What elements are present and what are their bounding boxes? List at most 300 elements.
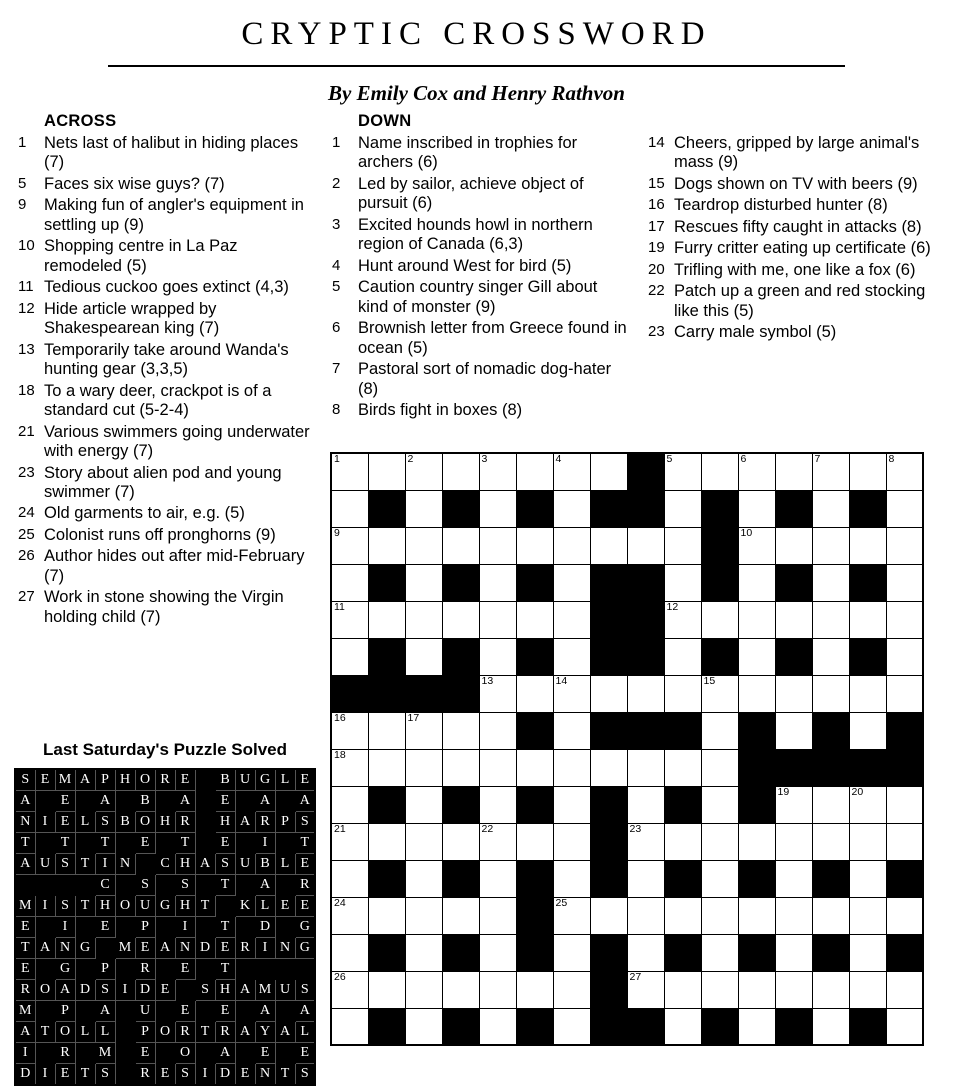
grid-cell[interactable] [775,601,812,638]
grid-cell[interactable] [627,823,664,860]
grid-cell[interactable] [479,823,516,860]
solved-block-cell [155,917,175,938]
grid-cell[interactable] [849,527,886,564]
grid-cell[interactable] [627,749,664,786]
grid-cell[interactable] [553,453,590,490]
clue-item[interactable] [18,278,318,297]
solved-block-cell [235,875,255,896]
grid-cell[interactable] [331,749,368,786]
solved-letter-cell: I [95,854,115,875]
grid-cell[interactable] [405,527,442,564]
solved-letter-cell: H [175,854,195,875]
grid-cell[interactable] [812,823,849,860]
solved-letter-cell: D [135,980,155,1001]
grid-cell-number: 22 [481,822,494,835]
grid-cell-number: 11 [334,600,345,613]
grid-cell[interactable] [442,601,479,638]
solved-block-cell [35,959,55,980]
solved-letter-cell: M [15,896,35,917]
grid-block-cell [590,712,627,749]
grid-cell[interactable] [738,675,775,712]
grid-cell[interactable] [775,712,812,749]
grid-cell[interactable] [405,1008,442,1045]
clue-item[interactable] [18,134,318,173]
grid-cell[interactable] [368,749,405,786]
solved-letter-cell: S [295,812,315,833]
grid-cell[interactable] [627,934,664,971]
grid-cell[interactable] [405,971,442,1008]
solved-letter-cell: A [295,791,315,812]
grid-cell[interactable] [553,490,590,527]
clue-text: Shopping centre in La Paz remodeled (5) [44,237,238,275]
grid-cell[interactable] [442,749,479,786]
grid-cell[interactable] [331,453,368,490]
grid-cell[interactable] [479,490,516,527]
clue-item[interactable] [18,423,318,462]
grid-cell[interactable] [812,897,849,934]
grid-cell[interactable] [405,453,442,490]
grid-cell[interactable] [331,638,368,675]
clue-item[interactable] [648,218,944,237]
grid-cell[interactable] [775,527,812,564]
grid-cell[interactable] [405,786,442,823]
grid-cell[interactable] [368,712,405,749]
grid-cell[interactable] [368,601,405,638]
clue-item[interactable] [648,239,944,258]
grid-cell[interactable] [849,601,886,638]
grid-cell[interactable] [479,527,516,564]
grid-cell[interactable] [701,453,738,490]
grid-cell[interactable] [405,897,442,934]
clue-number: 25 [18,525,35,543]
grid-cell[interactable] [516,527,553,564]
grid-cell-number: 13 [481,674,494,687]
grid-cell[interactable] [331,564,368,601]
grid-cell[interactable] [664,638,701,675]
grid-cell[interactable] [812,1008,849,1045]
across-heading: ACROSS [44,112,117,130]
grid-cell[interactable] [479,453,516,490]
grid-cell-number: 5 [666,453,673,465]
clue-number: 12 [18,299,35,317]
grid-cell[interactable] [849,934,886,971]
grid-cell[interactable] [886,675,923,712]
grid-cell[interactable] [738,897,775,934]
clue-text: Furry critter eating up certificate (6) [674,239,931,258]
grid-cell[interactable] [738,971,775,1008]
grid-cell[interactable] [331,971,368,1008]
grid-cell[interactable] [812,638,849,675]
solved-letter-cell: E [55,1064,75,1086]
grid-cell[interactable] [442,971,479,1008]
grid-cell[interactable] [775,786,812,823]
grid-cell[interactable] [664,675,701,712]
grid-cell[interactable] [701,675,738,712]
clue-item[interactable] [648,175,944,194]
solved-letter-cell: U [275,980,295,1001]
grid-cell[interactable] [775,453,812,490]
clue-item[interactable] [18,341,318,380]
grid-cell[interactable] [627,527,664,564]
clue-item[interactable] [18,300,318,339]
solved-letter-cell: L [295,1022,315,1043]
grid-cell[interactable] [405,749,442,786]
grid-cell[interactable] [701,712,738,749]
grid-cell[interactable] [479,675,516,712]
grid-cell[interactable] [405,601,442,638]
grid-cell[interactable] [553,971,590,1008]
grid-row [331,490,923,527]
clue-number: 14 [648,134,665,151]
grid-cell[interactable] [553,786,590,823]
grid-cell[interactable] [479,601,516,638]
solved-letter-cell: E [155,980,175,1001]
grid-cell[interactable] [553,823,590,860]
grid-cell[interactable] [479,749,516,786]
clue-number: 11 [18,278,34,296]
grid-cell[interactable] [664,527,701,564]
grid-cell[interactable] [331,527,368,564]
grid-cell[interactable] [331,934,368,971]
grid-cell[interactable] [775,971,812,1008]
grid-cell[interactable] [553,564,590,601]
solved-block-cell [155,875,175,896]
grid-cell[interactable] [479,786,516,823]
grid-cell[interactable] [442,712,479,749]
grid-cell[interactable] [849,675,886,712]
grid-cell[interactable] [627,897,664,934]
solved-letter-cell: Y [255,1022,275,1043]
grid-cell[interactable] [479,712,516,749]
grid-cell[interactable] [368,897,405,934]
clue-item[interactable] [18,588,318,627]
grid-cell[interactable] [664,1008,701,1045]
grid-cell[interactable] [479,934,516,971]
grid-cell[interactable] [812,601,849,638]
grid-cell[interactable] [553,601,590,638]
grid-cell[interactable] [886,971,923,1008]
grid-cell[interactable] [664,564,701,601]
clue-item[interactable] [18,504,318,523]
solved-block-cell [15,875,35,896]
last-puzzle-solved [14,740,316,1086]
grid-cell[interactable] [812,564,849,601]
grid-cell[interactable] [701,934,738,971]
grid-cell[interactable] [738,527,775,564]
grid-cell[interactable] [368,453,405,490]
grid-cell[interactable] [886,527,923,564]
grid-cell[interactable] [331,601,368,638]
grid-cell[interactable] [775,860,812,897]
grid-cell[interactable] [442,823,479,860]
solved-block-cell [195,1001,215,1022]
grid-block-cell [627,601,664,638]
solved-block-cell [255,959,275,980]
grid-cell[interactable] [627,860,664,897]
grid-cell[interactable] [738,823,775,860]
grid-cell[interactable] [479,638,516,675]
grid-cell[interactable] [849,712,886,749]
grid-cell[interactable] [553,860,590,897]
page-title: CRYPTIC CROSSWORD [241,16,712,52]
grid-cell[interactable] [775,675,812,712]
grid-block-cell [886,860,923,897]
clue-item[interactable] [18,237,318,276]
grid-cell[interactable] [849,823,886,860]
clue-item[interactable] [18,464,318,503]
grid-cell[interactable] [553,897,590,934]
grid-cell[interactable] [775,823,812,860]
clue-item[interactable] [332,216,632,255]
clue-item[interactable] [18,175,318,194]
solved-block-cell [115,1022,135,1043]
solved-letter-cell: N [255,1064,275,1086]
grid-cell[interactable] [553,527,590,564]
grid-cell[interactable] [405,638,442,675]
clue-item[interactable] [332,175,632,214]
grid-cell-number: 26 [334,970,346,983]
grid-cell[interactable] [738,564,775,601]
grid-cell[interactable] [553,749,590,786]
solved-row [15,1022,315,1043]
grid-cell[interactable] [812,786,849,823]
grid-cell[interactable] [331,786,368,823]
solved-block-cell [155,791,175,812]
grid-cell[interactable] [738,601,775,638]
grid-cell[interactable] [738,638,775,675]
solved-block-cell [115,959,135,980]
grid-cell[interactable] [738,1008,775,1045]
grid-cell[interactable] [738,453,775,490]
grid-cell[interactable] [405,712,442,749]
grid-cell[interactable] [664,823,701,860]
grid-cell[interactable] [479,1008,516,1045]
solved-letter-cell: O [55,1022,75,1043]
solved-block-cell [75,833,95,854]
grid-cell[interactable] [812,490,849,527]
grid-cell[interactable] [775,934,812,971]
grid-block-cell [812,934,849,971]
solved-letter-cell: I [55,917,75,938]
solved-block-cell [75,1001,95,1022]
grid-block-cell [442,564,479,601]
grid-cell[interactable] [849,453,886,490]
grid-cell[interactable] [701,897,738,934]
grid-cell[interactable] [664,601,701,638]
solved-letter-cell: G [55,959,75,980]
grid-block-cell [590,638,627,675]
grid-cell[interactable] [553,675,590,712]
clue-item[interactable] [648,261,944,280]
grid-cell[interactable] [664,453,701,490]
grid-cell[interactable] [479,897,516,934]
clue-item[interactable] [648,134,944,173]
solved-letter-cell: M [255,980,275,1001]
grid-cell[interactable] [664,971,701,1008]
grid-cell[interactable] [442,453,479,490]
grid-cell[interactable] [701,823,738,860]
grid-cell[interactable] [516,971,553,1008]
grid-cell[interactable] [775,897,812,934]
solved-letter-cell: A [255,791,275,812]
grid-block-cell [331,675,368,712]
clue-item[interactable] [18,526,318,545]
clue-item[interactable] [18,547,318,586]
clue-item[interactable] [332,319,632,358]
grid-block-cell [701,564,738,601]
grid-cell[interactable] [590,675,627,712]
grid-cell[interactable] [516,453,553,490]
solved-row [15,1001,315,1022]
clue-item[interactable] [648,323,944,342]
grid-cell[interactable] [479,971,516,1008]
solved-letter-cell: T [55,833,75,854]
grid-cell[interactable] [812,527,849,564]
grid-cell[interactable] [886,638,923,675]
solved-letter-cell: R [175,1022,195,1043]
crossword-grid[interactable] [330,452,924,1046]
grid-cell[interactable] [849,971,886,1008]
clue-item[interactable] [648,282,944,321]
solved-letter-cell: A [255,875,275,896]
grid-cell[interactable] [590,453,627,490]
grid-cell[interactable] [664,749,701,786]
clue-item[interactable] [18,382,318,421]
solved-block-cell [115,917,135,938]
clue-text: Hide article wrapped by Shakespearean king (7) [44,299,220,338]
clue-number: 5 [332,278,341,296]
grid-cell[interactable] [886,823,923,860]
grid-cell[interactable] [553,934,590,971]
clue-text: Led by sailor, achieve object of pursuit (6) [358,174,584,213]
solved-letter-cell: I [35,1064,55,1086]
grid-cell[interactable] [886,453,923,490]
grid-cell[interactable] [331,712,368,749]
grid-cell[interactable] [812,675,849,712]
grid-cell[interactable] [701,786,738,823]
clue-item[interactable] [332,134,632,173]
clue-text: Nets last of halibut in hiding places (7) [44,134,299,172]
grid-cell[interactable] [516,675,553,712]
grid-cell[interactable] [331,490,368,527]
clue-text: Old garments to air, e.g. (5) [44,504,245,523]
solved-block-cell [235,959,255,980]
grid-cell[interactable] [516,601,553,638]
grid-cell[interactable] [405,564,442,601]
clue-number: 21 [18,422,35,440]
grid-cell[interactable] [331,823,368,860]
grid-cell[interactable] [886,1008,923,1045]
grid-cell[interactable] [849,897,886,934]
clue-item[interactable] [18,196,318,235]
grid-cell[interactable] [368,971,405,1008]
grid-cell[interactable] [405,490,442,527]
grid-cell[interactable] [886,564,923,601]
across-column [18,112,318,629]
grid-cell[interactable] [886,490,923,527]
solved-letter-cell: A [15,1022,35,1043]
grid-cell[interactable] [738,490,775,527]
solved-letter-cell: S [55,854,75,875]
grid-cell[interactable] [553,1008,590,1045]
grid-cell[interactable] [405,823,442,860]
grid-block-cell [516,897,553,934]
grid-cell[interactable] [701,860,738,897]
grid-cell[interactable] [849,860,886,897]
grid-cell[interactable] [405,860,442,897]
grid-cell[interactable] [479,564,516,601]
clue-item[interactable] [332,278,632,317]
solved-letter-cell: A [215,1043,235,1064]
solved-letter-cell: A [95,1001,115,1022]
grid-cell[interactable] [442,897,479,934]
grid-cell[interactable] [886,897,923,934]
solved-block-cell [115,791,135,812]
grid-cell[interactable] [664,897,701,934]
grid-cell[interactable] [516,749,553,786]
grid-cell[interactable] [331,1008,368,1045]
clue-item[interactable] [648,196,944,215]
grid-cell[interactable] [701,601,738,638]
grid-cell[interactable] [886,786,923,823]
grid-block-cell [516,786,553,823]
solved-letter-cell: N [15,812,35,833]
solved-letter-cell: N [115,854,135,875]
grid-cell[interactable] [812,453,849,490]
grid-cell[interactable] [368,527,405,564]
clue-item[interactable] [332,257,632,276]
grid-cell[interactable] [590,897,627,934]
solved-letter-cell: H [215,980,235,1001]
grid-cell[interactable] [701,749,738,786]
clue-item[interactable] [332,401,632,420]
clue-item[interactable] [332,360,632,399]
grid-cell[interactable] [331,897,368,934]
grid-cell[interactable] [331,860,368,897]
grid-cell[interactable] [590,749,627,786]
grid-cell[interactable] [553,638,590,675]
grid-cell[interactable] [701,971,738,1008]
grid-cell[interactable] [627,786,664,823]
clue-number: 24 [18,504,35,522]
solved-letter-cell: O [115,896,135,917]
grid-cell[interactable] [664,490,701,527]
clue-number: 9 [18,196,27,214]
clue-text: Colonist runs off pronghorns (9) [44,525,276,544]
grid-cell[interactable] [516,823,553,860]
grid-cell[interactable] [553,712,590,749]
grid-block-cell [590,971,627,1008]
grid-cell[interactable] [442,527,479,564]
solved-letter-cell: U [135,1001,155,1022]
solved-block-cell [275,1001,295,1022]
solved-letter-cell: A [15,854,35,875]
grid-cell[interactable] [627,971,664,1008]
grid-cell[interactable] [627,675,664,712]
solved-letter-cell: H [115,769,135,791]
grid-cell[interactable] [849,786,886,823]
grid-block-cell [664,860,701,897]
clue-number: 19 [648,239,665,257]
grid-block-cell [701,527,738,564]
grid-cell[interactable] [886,601,923,638]
grid-cell[interactable] [479,860,516,897]
grid-cell[interactable] [368,823,405,860]
grid-cell[interactable] [812,971,849,1008]
solved-letter-cell: T [15,833,35,854]
grid-cell[interactable] [405,934,442,971]
grid-cell[interactable] [590,527,627,564]
